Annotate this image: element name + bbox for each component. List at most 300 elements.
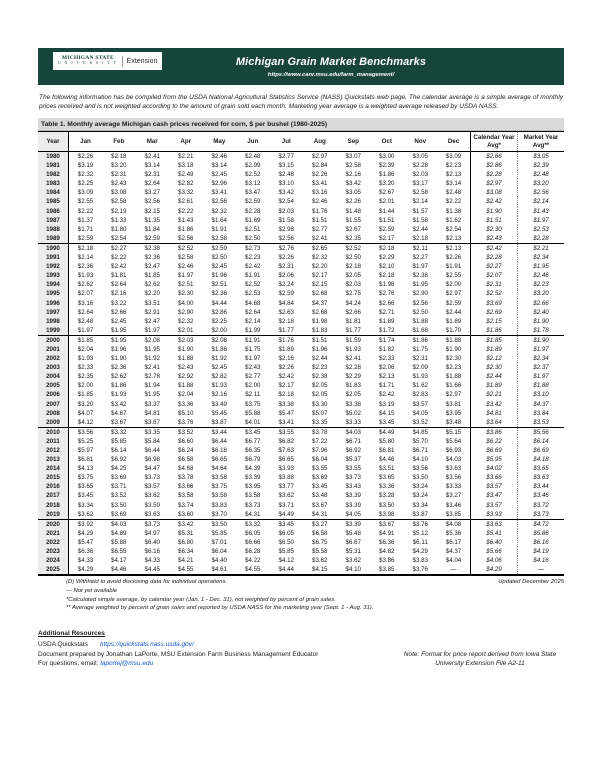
price-cell: $5.07 bbox=[312, 409, 328, 417]
price-cell: $1.85 bbox=[77, 391, 94, 399]
price-cell: $1.64 bbox=[211, 216, 227, 224]
price-cell: $3.05 bbox=[345, 189, 361, 197]
price-cell: $1.71 bbox=[77, 225, 94, 233]
year-cell: 2002 bbox=[38, 354, 69, 363]
price-cell: $2.05 bbox=[345, 391, 361, 399]
price-cell: $3.37 bbox=[144, 400, 160, 408]
email-link[interactable]: laportej@msu.edu bbox=[100, 660, 154, 668]
price-cell: $2.03 bbox=[412, 171, 428, 179]
price-cell: $4.13 bbox=[77, 465, 94, 473]
price-cell: $1.59 bbox=[345, 336, 361, 344]
market-avg-cell: $2.66 bbox=[518, 299, 565, 308]
column-header: Sep bbox=[337, 132, 371, 152]
price-cell: $6.36 bbox=[77, 548, 94, 556]
price-cell: $2.31 bbox=[144, 171, 160, 179]
table-row bbox=[38, 363, 564, 372]
market-avg-cell: $3.44 bbox=[518, 482, 565, 491]
price-cell: $4.67 bbox=[111, 409, 127, 417]
market-avg-cell: $3.63 bbox=[518, 473, 565, 482]
table-row bbox=[38, 437, 564, 446]
price-cell: $3.88 bbox=[278, 474, 294, 482]
price-cell: $3.35 bbox=[303, 418, 337, 428]
price-cell: $2.59 bbox=[445, 299, 462, 307]
price-cell: $6.65 bbox=[211, 456, 227, 464]
market-avg-cell: $3.72 bbox=[518, 501, 565, 510]
price-cell: $1.76 bbox=[278, 336, 294, 344]
price-cell: $2.54 bbox=[278, 198, 294, 206]
price-cell: $2.05 bbox=[345, 272, 361, 280]
price-cell: $2.47 bbox=[144, 317, 160, 325]
year-cell: 1992 bbox=[38, 262, 69, 271]
price-cell: $4.46 bbox=[111, 566, 127, 574]
price-cell: $2.13 bbox=[437, 234, 471, 244]
price-cell: $2.39 bbox=[379, 162, 395, 170]
price-cell: $2.84 bbox=[312, 162, 328, 170]
price-cell: $6.67 bbox=[345, 538, 361, 546]
table-row bbox=[38, 372, 564, 381]
table-row bbox=[38, 207, 564, 216]
price-cell: $2.16 bbox=[345, 171, 361, 179]
price-cell: $3.67 bbox=[102, 418, 136, 428]
price-cell: $3.70 bbox=[203, 510, 237, 520]
calendar-avg-cell: $2.30 bbox=[471, 225, 518, 234]
price-cell: $2.92 bbox=[178, 373, 194, 381]
price-cell: $2.48 bbox=[77, 317, 94, 325]
price-cell: $1.75 bbox=[412, 345, 428, 353]
price-cell: $2.43 bbox=[111, 180, 127, 188]
price-cell: $3.58 bbox=[245, 492, 261, 500]
price-cell: $4.84 bbox=[278, 299, 294, 307]
table-row bbox=[38, 253, 564, 262]
price-cell: $2.56 bbox=[169, 234, 203, 244]
price-cell: $4.29 bbox=[412, 548, 428, 556]
price-cell: $2.59 bbox=[211, 244, 227, 252]
footnotes bbox=[38, 578, 564, 612]
price-cell: $2.58 bbox=[412, 189, 428, 197]
price-cell: $2.67 bbox=[379, 189, 395, 197]
price-cell: $2.17 bbox=[370, 234, 404, 244]
year-cell: 2011 bbox=[38, 437, 69, 446]
price-cell: $2.13 bbox=[445, 171, 462, 179]
price-cell: $2.21 bbox=[178, 153, 194, 160]
table-row bbox=[38, 427, 564, 437]
price-cell: $2.25 bbox=[77, 180, 94, 188]
price-cell: $2.51 bbox=[245, 225, 261, 233]
price-cell: $4.81 bbox=[144, 409, 160, 417]
price-cell: $3.08 bbox=[111, 189, 127, 197]
price-cell: $4.44 bbox=[278, 566, 294, 574]
year-cell: 1981 bbox=[38, 161, 69, 170]
price-cell: $3.16 bbox=[312, 189, 328, 197]
price-cell: $2.48 bbox=[445, 189, 462, 197]
price-cell: $6.65 bbox=[278, 456, 294, 464]
price-cell: $4.07 bbox=[77, 409, 94, 417]
calendar-avg-cell: $2.43 bbox=[471, 234, 518, 244]
price-cell: $3.58 bbox=[178, 492, 194, 500]
column-header: Feb bbox=[102, 132, 136, 152]
price-cell: $2.26 bbox=[278, 364, 294, 372]
price-cell: $6.14 bbox=[111, 447, 127, 454]
price-cell: $1.92 bbox=[144, 355, 160, 363]
price-cell: $3.86 bbox=[379, 557, 395, 565]
price-cell: $2.41 bbox=[144, 364, 160, 372]
price-cell: $4.22 bbox=[245, 557, 261, 565]
price-cell: $1.58 bbox=[412, 216, 428, 224]
price-cell: $1.93 bbox=[77, 272, 94, 280]
column-header: Apr bbox=[169, 132, 203, 152]
price-cell: $3.76 bbox=[169, 418, 203, 428]
year-cell: 1986 bbox=[38, 207, 69, 216]
price-cell: $2.09 bbox=[412, 364, 428, 372]
price-cell: $2.43 bbox=[245, 364, 261, 372]
price-cell: $5.45 bbox=[211, 409, 227, 417]
price-cell: $4.03 bbox=[445, 456, 462, 464]
price-cell: $1.86 bbox=[379, 171, 395, 179]
table-row bbox=[38, 418, 564, 428]
price-cell: $2.25 bbox=[211, 317, 227, 325]
market-avg-cell: $2.48 bbox=[518, 170, 565, 179]
price-cell: $2.42 bbox=[111, 263, 127, 271]
price-cell: $2.24 bbox=[278, 281, 294, 289]
price-cell: $3.62 bbox=[312, 557, 328, 565]
table-row bbox=[38, 289, 564, 298]
price-cell: $5.36 bbox=[445, 529, 462, 537]
price-cell: $2.18 bbox=[404, 234, 438, 244]
price-cell: $3.09 bbox=[77, 189, 94, 197]
price-cell: $6.18 bbox=[211, 447, 227, 454]
price-cell: $4.89 bbox=[111, 529, 127, 537]
price-cell: $3.58 bbox=[211, 474, 227, 482]
table-row bbox=[38, 179, 564, 188]
price-cell: $1.93 bbox=[111, 391, 127, 399]
price-cell: $4.33 bbox=[144, 557, 160, 565]
table-row bbox=[38, 170, 564, 179]
price-cell: $5.47 bbox=[77, 538, 94, 546]
price-cell: $2.97 bbox=[445, 391, 462, 399]
table-row bbox=[38, 326, 564, 336]
price-cell: $2.51 bbox=[178, 281, 194, 289]
price-cell: $1.93 bbox=[412, 373, 428, 381]
price-cell: $4.46 bbox=[379, 456, 395, 464]
market-avg-cell: $3.05 bbox=[518, 152, 565, 162]
price-cell: $1.97 bbox=[136, 326, 170, 336]
price-cell: $2.30 bbox=[445, 355, 462, 363]
price-cell: $2.63 bbox=[278, 308, 294, 316]
price-cell: $3.42 bbox=[345, 180, 361, 188]
price-cell: $1.80 bbox=[111, 225, 127, 233]
price-cell: $3.78 bbox=[312, 428, 328, 436]
additional-resources-heading: Additional Resources bbox=[38, 629, 105, 637]
price-cell: $1.86 bbox=[211, 345, 227, 353]
price-cell: $2.27 bbox=[111, 244, 127, 252]
price-cell: $2.31 bbox=[278, 263, 294, 271]
price-cell: $6.16 bbox=[144, 548, 160, 556]
price-cell: $3.76 bbox=[412, 520, 428, 528]
price-cell: $2.45 bbox=[211, 364, 227, 372]
price-cell: $6.55 bbox=[111, 548, 127, 556]
price-cell: $3.50 bbox=[412, 474, 428, 482]
price-cell: $2.22 bbox=[77, 207, 94, 215]
calendar-avg-cell: $4.02 bbox=[471, 464, 518, 473]
market-avg-cell: — bbox=[518, 565, 565, 575]
price-cell: $2.00 bbox=[245, 382, 261, 390]
price-cell: $1.95 bbox=[144, 391, 160, 399]
market-avg-cell: $4.18 bbox=[518, 455, 565, 464]
year-cell: 2009 bbox=[38, 418, 69, 428]
price-cell: $3.19 bbox=[379, 400, 395, 408]
year-cell: 1991 bbox=[38, 253, 69, 262]
price-cell: $3.52 bbox=[111, 492, 127, 500]
price-cell: $2.32 bbox=[211, 207, 227, 215]
market-avg-cell: $2.53 bbox=[518, 225, 565, 234]
year-cell: 2004 bbox=[38, 372, 69, 381]
price-cell: $2.62 bbox=[77, 281, 94, 289]
price-cell: $3.93 bbox=[278, 465, 294, 473]
price-cell: $3.45 bbox=[77, 492, 94, 500]
year-cell: 1998 bbox=[38, 317, 69, 326]
price-cell: $3.46 bbox=[445, 501, 462, 509]
price-cell: $2.48 bbox=[278, 171, 294, 179]
price-cell: $3.20 bbox=[111, 162, 127, 170]
price-cell: $2.59 bbox=[245, 198, 261, 206]
price-cell: $1.83 bbox=[303, 326, 337, 336]
calendar-avg-cell: $4.29 bbox=[471, 565, 518, 575]
price-cell: $4.29 bbox=[77, 529, 94, 537]
price-cell: $2.97 bbox=[445, 290, 462, 298]
price-cell: $1.93 bbox=[77, 355, 94, 363]
price-cell: $3.76 bbox=[412, 566, 428, 574]
price-cell: $4.08 bbox=[445, 520, 462, 528]
market-avg-cell: $2.34 bbox=[518, 253, 565, 262]
price-cell: $6.44 bbox=[144, 447, 160, 454]
price-cell: $2.03 bbox=[178, 336, 194, 344]
price-cell: $2.22 bbox=[111, 254, 127, 262]
price-cell: $1.69 bbox=[245, 216, 261, 224]
price-cell: $1.38 bbox=[445, 207, 462, 215]
price-cell: $3.39 bbox=[245, 474, 261, 482]
price-cell: $3.63 bbox=[136, 510, 170, 520]
price-cell: $2.30 bbox=[178, 290, 194, 298]
price-cell: $2.59 bbox=[69, 234, 103, 244]
price-cell: $2.44 bbox=[445, 308, 462, 316]
price-cell: — bbox=[450, 566, 457, 574]
price-cell: $2.50 bbox=[211, 254, 227, 262]
price-cell: $4.15 bbox=[379, 409, 395, 417]
year-cell: 1987 bbox=[38, 216, 69, 225]
page-title: Michigan Grain Market Benchmarks bbox=[235, 55, 427, 68]
price-cell: $4.97 bbox=[144, 529, 160, 537]
price-cell: $3.56 bbox=[445, 474, 462, 482]
price-cell: $1.96 bbox=[312, 345, 328, 353]
price-cell: $2.04 bbox=[178, 391, 194, 399]
prepared-by-text: Document prepared by Jonathan LaPorte, MSU Extension Farm Business Management Educator bbox=[38, 650, 319, 658]
price-cell: $3.05 bbox=[412, 153, 428, 160]
price-cell: $3.39 bbox=[345, 492, 361, 500]
price-cell: $2.26 bbox=[278, 254, 294, 262]
price-cell: $2.05 bbox=[312, 382, 328, 390]
market-avg-cell: $3.53 bbox=[518, 418, 565, 428]
column-header: Jan bbox=[69, 132, 103, 152]
price-cell: $2.04 bbox=[77, 345, 94, 353]
price-cell: $4.31 bbox=[236, 510, 270, 520]
price-cell: $2.06 bbox=[379, 364, 395, 372]
table-row bbox=[38, 381, 564, 390]
calendar-avg-cell: $2.52 bbox=[471, 289, 518, 298]
market-avg-cell: $5.56 bbox=[518, 427, 565, 437]
year-cell: 2021 bbox=[38, 529, 69, 538]
price-cell: $3.33 bbox=[445, 483, 462, 491]
price-cell: $1.90 bbox=[445, 345, 462, 353]
year-cell: 2015 bbox=[38, 473, 69, 482]
price-cell: $1.98 bbox=[379, 281, 395, 289]
price-cell: $4.44 bbox=[211, 299, 227, 307]
table-row bbox=[38, 390, 564, 399]
price-cell: $6.79 bbox=[245, 456, 261, 464]
table-row bbox=[38, 225, 564, 234]
price-cell: $5.85 bbox=[278, 548, 294, 556]
year-cell: 1983 bbox=[38, 179, 69, 188]
price-cell: $1.96 bbox=[211, 272, 227, 280]
price-cell: $2.05 bbox=[312, 391, 328, 399]
price-cell: $2.97 bbox=[312, 153, 328, 160]
price-cell: $1.51 bbox=[312, 336, 328, 344]
year-cell: 2007 bbox=[38, 400, 69, 409]
price-cell: $5.47 bbox=[278, 409, 294, 417]
price-cell: $2.53 bbox=[245, 290, 261, 298]
table-row bbox=[38, 565, 564, 575]
price-cell: $2.59 bbox=[278, 290, 294, 298]
price-cell: $1.86 bbox=[111, 382, 127, 390]
price-cell: $6.34 bbox=[178, 548, 194, 556]
price-cell: $3.20 bbox=[77, 400, 94, 408]
year-cell: 2014 bbox=[38, 464, 69, 473]
price-cell: $2.18 bbox=[77, 244, 94, 252]
price-cell: $2.13 bbox=[379, 373, 395, 381]
price-cell: $3.52 bbox=[404, 418, 438, 428]
price-cell: $2.44 bbox=[412, 225, 428, 233]
price-cell: $1.62 bbox=[445, 216, 462, 224]
price-cell: $2.17 bbox=[312, 272, 328, 280]
price-cell: $1.97 bbox=[69, 326, 103, 336]
price-cell: $2.23 bbox=[245, 254, 261, 262]
price-cell: $2.64 bbox=[144, 180, 160, 188]
price-cell: $3.45 bbox=[370, 418, 404, 428]
price-cell: $5.31 bbox=[345, 548, 361, 556]
price-cell: $2.29 bbox=[379, 254, 395, 262]
price-cell: $2.78 bbox=[144, 373, 160, 381]
price-cell: $2.76 bbox=[278, 244, 294, 252]
price-cell: $2.42 bbox=[245, 263, 261, 271]
price-cell: $6.81 bbox=[379, 447, 395, 454]
price-cell: $2.68 bbox=[312, 290, 328, 298]
price-cell: $2.10 bbox=[379, 263, 395, 271]
year-cell: 2018 bbox=[38, 501, 69, 510]
header-band bbox=[38, 48, 564, 85]
price-cell: $5.37 bbox=[345, 456, 361, 464]
price-cell: $5.15 bbox=[445, 428, 462, 436]
price-cell: $2.55 bbox=[77, 198, 94, 206]
price-cell: $2.55 bbox=[445, 272, 462, 280]
price-cell: $3.67 bbox=[379, 520, 395, 528]
price-cell: $1.97 bbox=[245, 355, 261, 363]
market-avg-cell: $3.20 bbox=[518, 179, 565, 188]
price-cell: $6.58 bbox=[178, 456, 194, 464]
calendar-avg-cell: $3.64 bbox=[471, 418, 518, 428]
price-cell: $3.41 bbox=[211, 189, 227, 197]
price-cell: $4.10 bbox=[345, 566, 361, 574]
price-cell: $2.52 bbox=[178, 244, 194, 252]
calendar-avg-cell: $1.51 bbox=[471, 216, 518, 225]
price-cell: $1.89 bbox=[278, 345, 294, 353]
price-cell: $1.51 bbox=[312, 216, 328, 224]
table-row bbox=[38, 197, 564, 206]
price-cell: $6.80 bbox=[178, 538, 194, 546]
price-cell: $1.89 bbox=[445, 317, 462, 325]
price-cell: $3.14 bbox=[144, 162, 160, 170]
price-cell: $2.59 bbox=[379, 225, 395, 233]
price-cell: $4.47 bbox=[144, 465, 160, 473]
price-cell: $2.36 bbox=[211, 290, 227, 298]
price-cell: $2.14 bbox=[77, 254, 94, 262]
price-cell: $2.18 bbox=[278, 391, 294, 399]
price-cell: $4.37 bbox=[312, 299, 328, 307]
price-cell: $2.58 bbox=[111, 198, 127, 206]
header-url-link[interactable]: https://www.canr.msu.edu/farm_management/ bbox=[267, 71, 395, 78]
calendar-avg-cell: $2.28 bbox=[471, 253, 518, 262]
price-cell: $1.72 bbox=[370, 326, 404, 336]
price-cell: $2.71 bbox=[379, 308, 395, 316]
price-cell: $3.95 bbox=[245, 483, 261, 491]
year-cell: 1985 bbox=[38, 197, 69, 206]
price-cell: $3.19 bbox=[77, 162, 94, 170]
quickstats-link[interactable]: https://quickstats.nass.usda.gov/ bbox=[99, 641, 194, 649]
price-cell: $1.92 bbox=[211, 355, 227, 363]
price-cell: $3.65 bbox=[77, 483, 94, 491]
price-cell: $2.50 bbox=[412, 308, 428, 316]
price-cell: $2.18 bbox=[379, 272, 395, 280]
calendar-avg-cell: $2.15 bbox=[471, 317, 518, 326]
price-cell: $2.11 bbox=[245, 391, 261, 399]
price-cell: $2.08 bbox=[211, 336, 227, 344]
price-cell: $2.16 bbox=[278, 355, 294, 363]
price-cell: $6.66 bbox=[245, 538, 261, 546]
price-cell: $3.71 bbox=[278, 501, 294, 509]
price-cell: $3.41 bbox=[312, 180, 328, 188]
price-cell: $1.74 bbox=[379, 336, 395, 344]
price-cell: $3.32 bbox=[245, 520, 261, 528]
price-cell: $2.23 bbox=[312, 364, 328, 372]
price-cell: $2.36 bbox=[111, 364, 127, 372]
price-cell: $1.97 bbox=[412, 263, 428, 271]
market-avg-cell: $4.16 bbox=[518, 556, 565, 565]
price-cell: $1.86 bbox=[412, 336, 428, 344]
table-row bbox=[38, 538, 564, 547]
price-cell: $6.44 bbox=[211, 437, 227, 445]
price-cell: $2.58 bbox=[178, 254, 194, 262]
market-avg-cell: $1.43 bbox=[518, 207, 565, 216]
price-cell: $6.04 bbox=[211, 548, 227, 556]
price-cell: $5.85 bbox=[111, 437, 127, 445]
price-cell: $3.36 bbox=[178, 400, 194, 408]
calendar-avg-cell: $3.47 bbox=[471, 491, 518, 500]
calendar-avg-cell: $2.66 bbox=[471, 152, 518, 162]
price-cell: $3.49 bbox=[211, 400, 227, 408]
price-cell: $3.45 bbox=[245, 428, 261, 436]
table-row bbox=[38, 482, 564, 491]
additional-resources bbox=[38, 629, 564, 669]
price-cell: $6.36 bbox=[379, 538, 395, 546]
price-cell: $2.59 bbox=[136, 234, 170, 244]
